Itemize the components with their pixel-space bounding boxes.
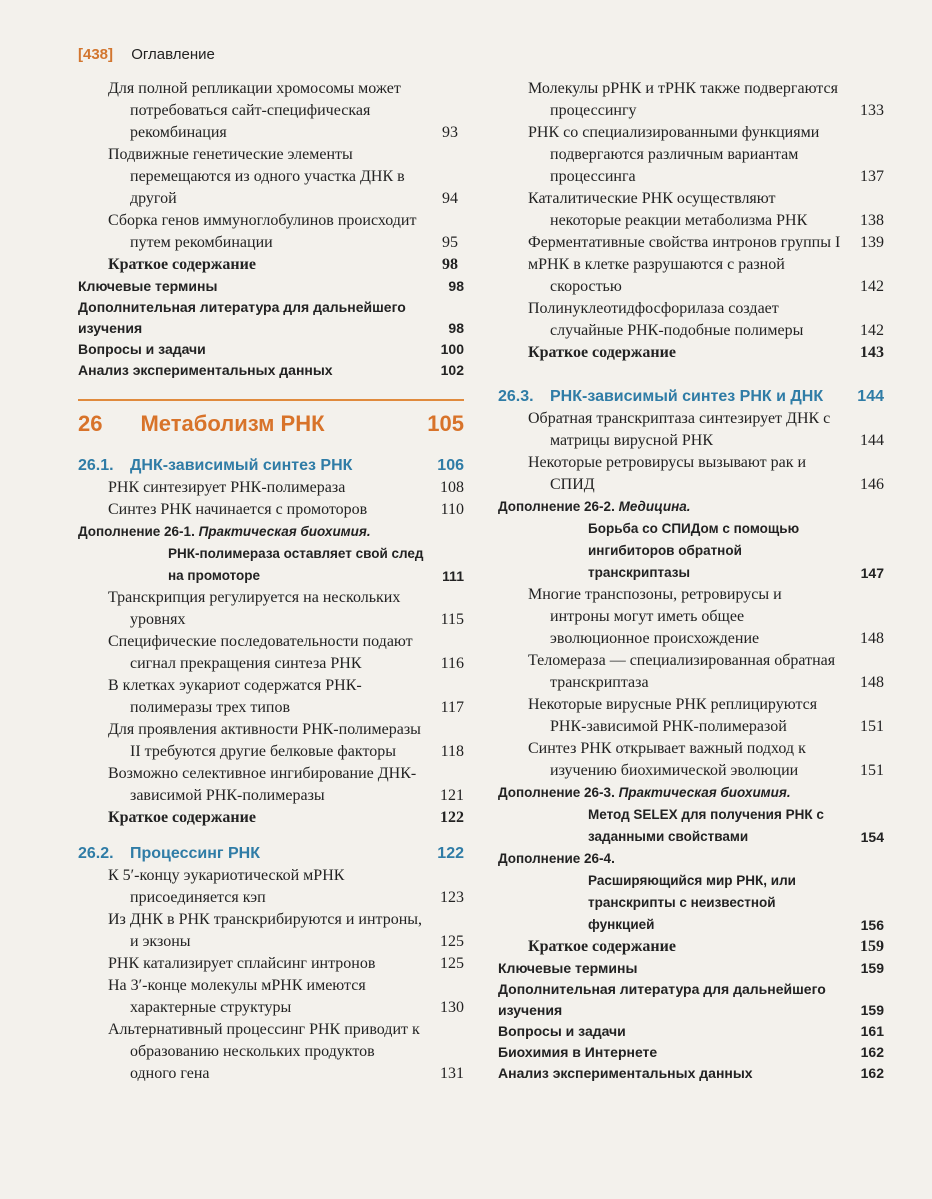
toc-entry[interactable]: В клетках эукариот содержатся РНК-полимеразы трех типов 117 bbox=[108, 677, 464, 716]
section-heading[interactable]: 26.2. Процессинг РНК 122 bbox=[78, 845, 464, 862]
toc-summary[interactable]: Краткое содержание 159 bbox=[528, 938, 884, 955]
section-heading[interactable]: 26.3. РНК-зависимый синтез РНК и ДНК 144 bbox=[498, 388, 884, 405]
toc-box-entry[interactable]: Дополнение 26-2. Медицина. Борьба со СПИДом с помощью ингибиторов обратной транскриптазы 147 bbox=[498, 499, 884, 581]
toc-entry[interactable]: Некоторые вирусные РНК реплицируются РНК-зависимой РНК-полимеразой 151 bbox=[528, 696, 884, 735]
toc-summary[interactable]: Краткое содержание 143 bbox=[528, 344, 884, 361]
left-top-entries bbox=[78, 78, 464, 276]
toc-entry[interactable]: Синтез РНК начинается с промоторов 110 bbox=[108, 501, 464, 518]
toc-backmatter[interactable]: Ключевые термины 98 bbox=[78, 278, 464, 294]
toc-backmatter[interactable]: Вопросы и задачи 161 bbox=[498, 1023, 884, 1039]
toc-entry[interactable]: Подвижные генетические элементы перемещаются из одного участка ДНК в другой 94 bbox=[108, 146, 458, 207]
toc-backmatter[interactable]: Дополнительная литература для дальнейшего изучения 98 bbox=[78, 299, 464, 336]
toc-entry[interactable]: Ферментативные свойства интронов группы I 139 bbox=[528, 234, 884, 251]
toc-summary[interactable]: Краткое содержание 122 bbox=[108, 809, 464, 826]
toc-entry[interactable]: Из ДНК в РНК транскрибируются и интроны, и экзоны 125 bbox=[108, 911, 464, 950]
toc-entry[interactable]: РНК синтезирует РНК-полимераза 108 bbox=[108, 479, 464, 496]
toc-summary[interactable]: Краткое содержание 98 bbox=[108, 256, 458, 273]
toc-entry[interactable]: Некоторые ретровирусы вызывают рак и СПИД 146 bbox=[528, 454, 884, 493]
toc-entry[interactable]: Для полной репликации хромосомы может потребоваться сайт-специфическая рекомбинация 93 bbox=[108, 80, 458, 141]
toc-entry[interactable]: Молекулы рРНК и тРНК также подвергаются процессингу 133 bbox=[528, 80, 884, 119]
toc-entry[interactable]: Специфические последовательности подают сигнал прекращения синтеза РНК 116 bbox=[108, 633, 464, 672]
toc-backmatter[interactable]: Анализ экспериментальных данных 162 bbox=[498, 1065, 884, 1081]
toc-entry[interactable]: Полинуклеотидфосфорилаза создает случайные РНК-подобные полимеры 142 bbox=[528, 300, 884, 339]
toc-backmatter[interactable]: Вопросы и задачи 100 bbox=[78, 341, 464, 357]
toc-entry[interactable]: Транскрипция регулируется на нескольких уровнях 115 bbox=[108, 589, 464, 628]
toc-box-entry[interactable]: Дополнение 26-1. Практическая биохимия. РНК-полимераза оставляет свой след на промоторе 111 bbox=[78, 524, 464, 584]
page-number: [438] bbox=[78, 46, 114, 63]
toc-box-entry[interactable]: Дополнение 26-3. Практическая биохимия. Метод SELEX для получения РНК с заданными свойствами 154 bbox=[498, 785, 884, 845]
toc-entry[interactable]: К 5′-концу эукариотической мРНК присоединяется кэп 123 bbox=[108, 867, 464, 906]
section-heading[interactable]: 26.1. ДНК-зависимый синтез РНК 106 bbox=[78, 457, 464, 474]
left-column bbox=[78, 78, 464, 1085]
toc-entry[interactable]: Возможно селективное ингибирование ДНК-зависимой РНК-полимеразы 121 bbox=[108, 765, 464, 804]
page-header bbox=[78, 46, 215, 63]
toc-entry[interactable]: Сборка генов иммуноглобулинов происходит путем рекомбинации 95 bbox=[108, 212, 458, 251]
toc-entry[interactable]: Каталитические РНК осуществляют некоторые реакции метаболизма РНК 138 bbox=[528, 190, 884, 229]
toc-entry[interactable]: Синтез РНК открывает важный подход к изучению биохимической эволюции 151 bbox=[528, 740, 884, 779]
toc-entry[interactable]: На 3′-конце молекулы мРНК имеются характерные структуры 130 bbox=[108, 977, 464, 1016]
toc-entry[interactable]: Для проявления активности РНК-полимеразы II требуются другие белковые факторы 118 bbox=[108, 721, 464, 760]
toc-box-entry[interactable]: Дополнение 26-4. Расширяющийся мир РНК, или транскрипты с неизвестной функцией 156 bbox=[498, 851, 884, 933]
toc-backmatter[interactable]: Биохимия в Интернете 162 bbox=[498, 1044, 884, 1060]
toc-backmatter[interactable]: Анализ экспериментальных данных 102 bbox=[78, 362, 464, 378]
chapter-heading[interactable]: 26 Метаболизм РНК 105 bbox=[78, 399, 464, 445]
toc-entry[interactable]: Альтернативный процессинг РНК приводит к образованию нескольких продуктов одного гена 131 bbox=[108, 1021, 464, 1082]
toc-entry[interactable]: Многие транспозоны, ретровирусы и интроны могут иметь общее эволюционное происхождение 148 bbox=[528, 586, 884, 647]
toc-entry[interactable]: РНК со специализированными функциями подвергаются различным вариантам процессинга 137 bbox=[528, 124, 884, 185]
toc-entry[interactable]: РНК катализирует сплайсинг интронов 125 bbox=[108, 955, 464, 972]
running-title: Оглавление bbox=[131, 46, 215, 63]
toc-backmatter[interactable]: Дополнительная литература для дальнейшего изучения 159 bbox=[498, 981, 884, 1018]
toc-backmatter[interactable]: Ключевые термины 159 bbox=[498, 960, 884, 976]
left-back-matter bbox=[78, 276, 464, 381]
right-column bbox=[498, 78, 884, 1084]
toc-entry[interactable]: мРНК в клетке разрушаются с разной скоростью 142 bbox=[528, 256, 884, 295]
toc-entry[interactable]: Теломераза — специализированная обратная транскриптаза 148 bbox=[528, 652, 884, 691]
toc-entry[interactable]: Обратная транскриптаза синтезирует ДНК с матрицы вирусной РНК 144 bbox=[528, 410, 884, 449]
